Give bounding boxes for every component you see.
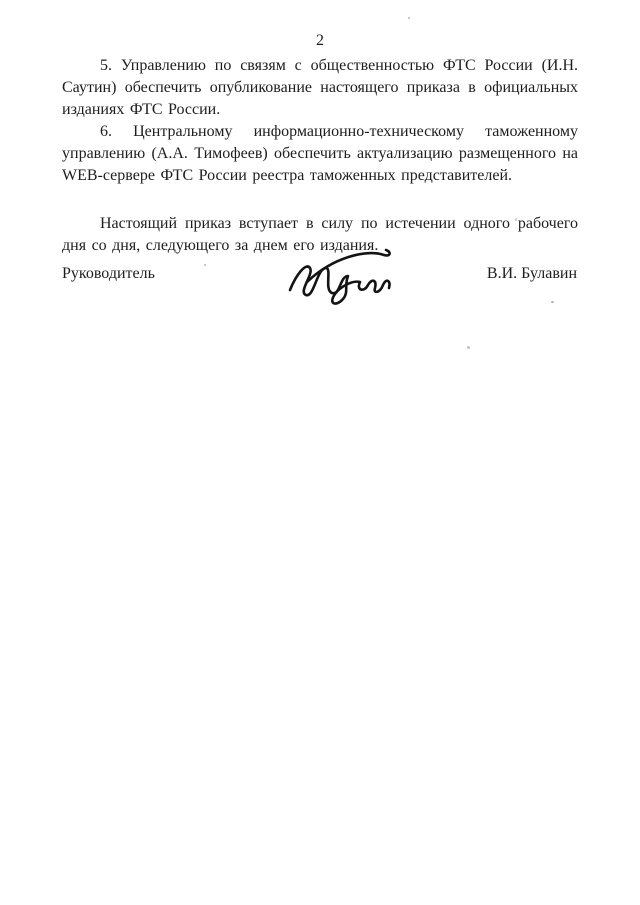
- paragraph-item-5: 5. Управлению по связям с общественностью ФТС России (И.Н. Саутин) обеспечить опубликование настоящего приказа в официальных изданиях ФТС России.: [62, 57, 578, 118]
- document-content: [62, 30, 578, 333]
- signatory-title: Руководитель: [62, 265, 155, 282]
- scan-artifact: [204, 264, 206, 266]
- scan-artifact: [467, 346, 470, 349]
- paragraph-item-6: 6. Центральному информационно-техническому таможенному управлению (А.А. Тимофеев) обеспечить актуализацию размещенного на WEB-сервере ФТС России реестра таможенных представителей.: [62, 123, 578, 184]
- handwritten-signature: [283, 244, 398, 306]
- scan-artifact: [551, 301, 554, 303]
- scan-artifact: [515, 218, 517, 221]
- scan-artifact: [408, 17, 410, 19]
- page-number: 2: [316, 32, 324, 49]
- paragraph-effective-date: Настоящий приказ вступает в силу по истечении одного рабочего дня со дня, следующего за днем его издания.: [62, 215, 578, 254]
- signatory-name: В.И. Булавин: [486, 265, 577, 282]
- signature-block: [62, 263, 578, 333]
